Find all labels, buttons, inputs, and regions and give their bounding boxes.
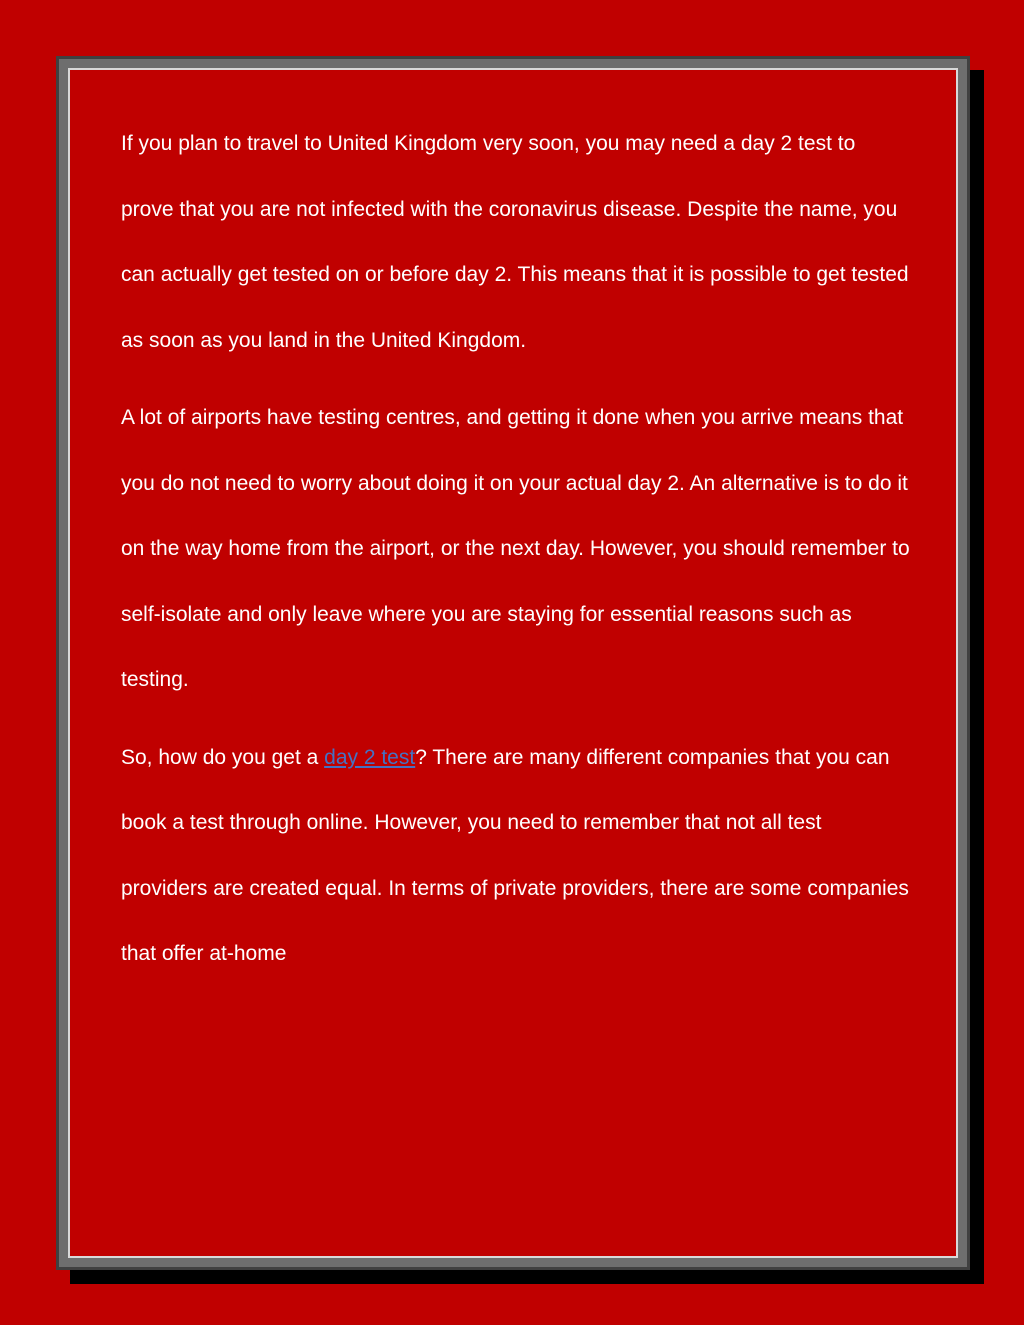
paragraph-intro: If you plan to travel to United Kingdom very soon, you may need a day 2 test to prove that you are not infected with the coronavirus disease. Despite the name, you can actually get tested on or before day 2. This means that it is possible to get tested as soon as you land in the United Kingdom. bbox=[121, 132, 909, 352]
paragraph-text-before-link: So, how do you get a bbox=[121, 745, 325, 769]
paragraph-how-to-get-test bbox=[121, 725, 911, 987]
paragraph-text-after-link: ? There are many different companies that you can book a test through online. However, you need to remember that not all test providers are created equal. In terms of private providers, there are some companies that offer at-home bbox=[121, 745, 909, 965]
paragraph-airports: A lot of airports have testing centres, and getting it done when you arrive means that you do not need to worry about doing it on your actual day 2. An alternative is to do it on the way home from the airport, or the next day. However, you should remember to self-isolate and only leave where you are staying for essential reasons such as testing. bbox=[121, 406, 910, 691]
day-2-test-link[interactable]: day 2 test bbox=[324, 745, 416, 769]
document-body bbox=[121, 111, 911, 999]
